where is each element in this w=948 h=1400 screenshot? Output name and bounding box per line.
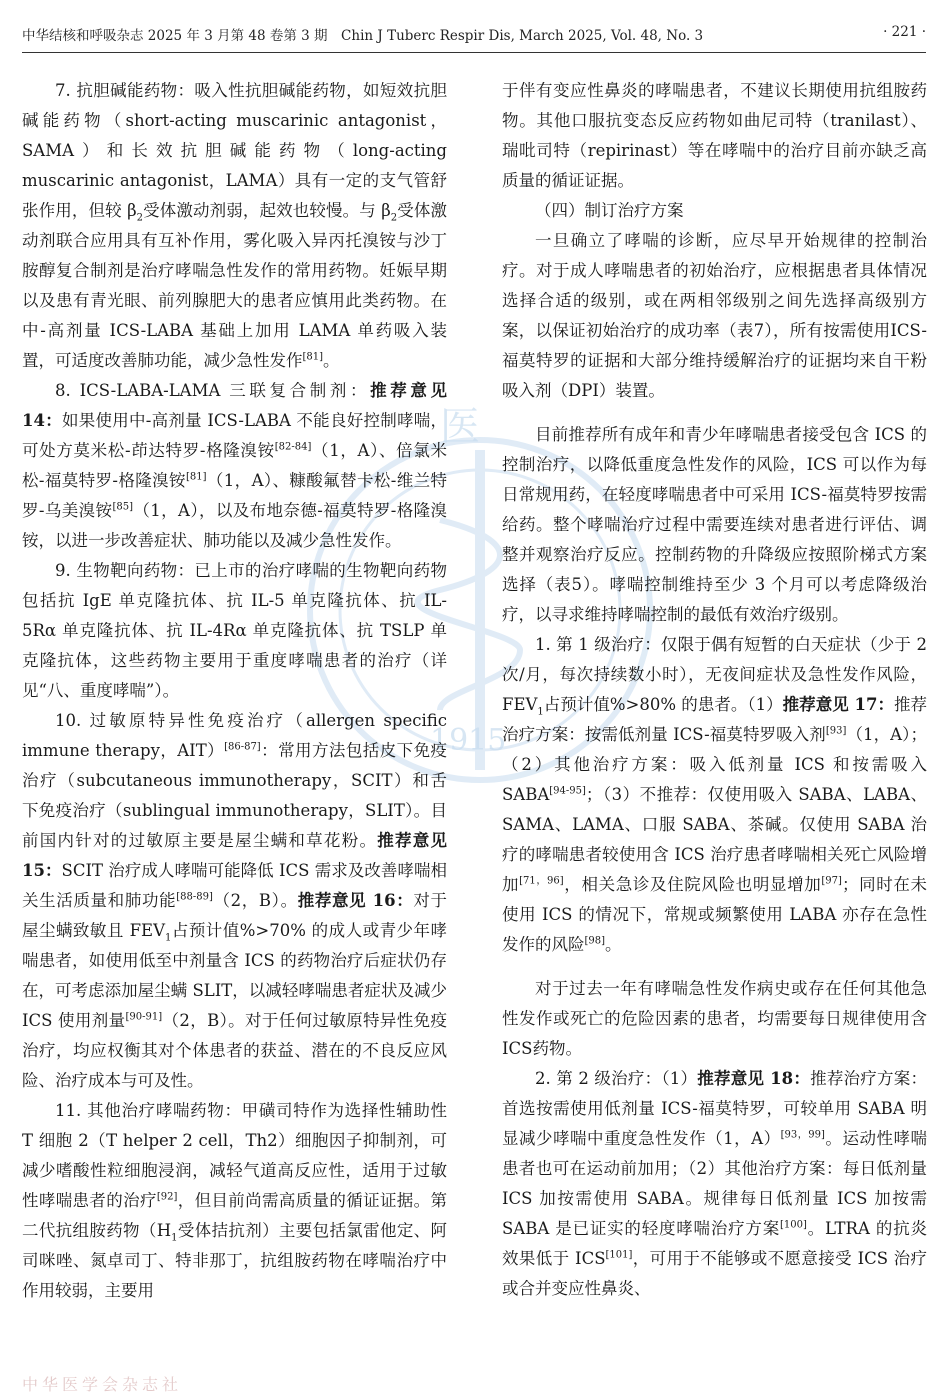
citation: [81]	[185, 471, 207, 483]
citation: [92]	[156, 1191, 178, 1203]
citation: [93，99]	[780, 1129, 825, 1141]
recommendation-label: 推荐意见 15：	[22, 831, 448, 880]
para-other-drugs: 11. 其他治疗哮喘药物：甲磺司特作为选择性辅助性 T 细胞 2（T helper 2 cell，Th2）细胞因子抑制剂，可减少嗜酸性粒细胞浸润，减轻气道高反应性，适用于过敏性哮喘患者的治疗[92]，但目前尚需高质量的循证证据。第二代抗组胺药物（$H_1$受体拮抗剂）主要包括氯雷他定、阿司咪唑、氮卓司丁、特非那丁，抗组胺药物在哮喘治疗中作用较弱，主要用	[22, 1101, 448, 1300]
citation: [90-91]	[125, 1011, 163, 1023]
recommendation-label: 推荐意见 17：	[782, 695, 894, 714]
citation: [100]	[779, 1219, 807, 1231]
citation: [85]	[112, 501, 133, 513]
recommendation-label: 推荐意见 16：	[297, 891, 414, 910]
section-heading: （四）制订治疗方案	[535, 201, 684, 220]
citation: [86-87]	[224, 741, 261, 753]
para-immunotherapy: 10. 过敏原特异性免疫治疗（allergen specific immune therapy，AIT）[86-87]：常用方法包括皮下免疫治疗（subcutaneous immunotherapy，SCIT）和舌下免疫治疗（sublingual immunotherapy，SLIT）。目前国内针对的过敏原主要是屋尘螨和草花粉。推荐意见 15：SCIT 治疗成人哮喘可能降低 ICS 需求及改善哮喘相关生活质量和肺功能[88-89]（2，B）。推荐意见 16：对于屋尘螨致敏且 $FEV_1$占预计值%>70% 的成人或青少年哮喘患者，如使用低至中剂量含 ICS 的药物治疗后症状仍存在，可考虑添加屋尘螨 SLIT，以减轻哮喘患者症状及减少 ICS 使用剂量[90-91]（2，B）。对于任何过敏原特异性免疫治疗，均应权衡其对个体患者的获益、潜在的不良反应风险、治疗成本与可及性。	[22, 711, 448, 1090]
para-risk-patients: 对于过去一年有哮喘急性发作病史或存在任何其他急性发作或死亡的危险因素的患者，均需要每日规律使用含ICS药物。	[502, 979, 927, 1058]
watermark-year: 1915	[430, 723, 507, 758]
para-treatment-plan: 一旦确立了哮喘的诊断，应尽早开始规律的控制治疗。对于成人哮喘患者的初始治疗，应根据患者具体情况选择合适的级别，或在两相邻级别之间先选择高级别方案，以保证初始治疗的成功率（表7），所有按需使用ICS-福莫特罗的证据和大部分维持缓解治疗的证据均来自干粉吸入剂（DPI）装置。	[502, 231, 927, 400]
watermark-char: 医	[440, 404, 480, 450]
citation: [81]	[302, 351, 324, 363]
citation: [97]	[821, 875, 842, 887]
citation: [82-84]	[274, 441, 312, 453]
para-anticholinergic: 7. 抗胆碱能药物：吸入性抗胆碱能药物，如短效抗胆碱能药物（short-acting muscarinic antagonist，SAMA）和长效抗胆碱能药物（long-acting muscarinic antagonist，LAMA）具有一定的支气管舒张作用，但较 $\beta_2$受体激动剂弱，起效也较慢。与 $\beta_2$受体激动剂联合应用具有互补作用，雾化吸入异丙托溴铵与沙丁胺醇复合制剂是治疗哮喘急性发作的常用药物。妊娠早期以及患有青光眼、前列腺肥大的患者应慎用此类药物。在中-高剂量 ICS-LABA 基础上加用 LAMA 单药吸入装置，可适度改善肺功能，减少急性发作[81]。	[22, 81, 447, 370]
journal-citation: 中华结核和呼吸杂志 2025 年 3 月第 48 卷第 3 期 Chin J Tuberc Respir Dis, March 2025, Vol. 48, No. 3	[22, 28, 704, 44]
para-step1: 1. 第 1 级治疗：仅限于偶有短暂的白天症状（少于 2 次/月，每次持续数小时），无夜间症状及急性发作风险，$FEV_1$占预计值%>80% 的患者。（1）推荐意见 17：推荐治疗方案：按需低剂量 ICS-福莫特罗吸入剂[93]（1，A）；（2）其他治疗方案：吸入低剂量 ICS 和按需吸入 SABA[94-95]；（3）不推荐：仅使用吸入 SABA、LABA、SAMA、LAMA、口服 SABA、茶碱。仅使用 SABA 治疗的哮喘患者较使用含 ICS 治疗患者哮喘相关死亡风险增加[71，96]，相关急诊及住院风险也明显增加[97]；同时在未使用 ICS 的情况下，常规或频繁使用 LABA 亦存在急性发作的风险[98]。	[502, 635, 927, 954]
recommendation-label: 推荐意见 18：	[697, 1069, 811, 1088]
recommendation-label: 推荐意见 14：	[22, 381, 448, 430]
publisher-watermark: 中华医学会杂志社	[22, 1375, 183, 1394]
citation: [94-95]	[549, 785, 586, 797]
citation: [93]	[825, 725, 847, 737]
citation: [71，96]	[519, 875, 564, 887]
citation: [88-89]	[176, 891, 213, 903]
page-number: · 221 ·	[883, 24, 926, 40]
para-biologics: 9. 生物靶向药物：已上市的治疗哮喘的生物靶向药物包括抗 IgE 单克隆抗体、抗 IL-5 单克隆抗体、抗 IL-5Rα 单克隆抗体、抗 IL-4Rα 单克隆抗体、抗 TSLP 单克隆抗体，这些药物主要用于重度哮喘患者的治疗（详见“八、重度哮喘”）。	[22, 561, 447, 700]
para-continued: 于伴有变应性鼻炎的哮喘患者，不建议长期使用抗组胺药物。其他口服抗变态反应药物如曲尼司特（tranilast）、瑞吡司特（repirinast）等在哮喘中的治疗目前亦缺乏高质量的循证证据。	[502, 81, 927, 190]
left-column	[22, 76, 447, 1306]
citation: [101]	[605, 1249, 633, 1261]
citation: [98]	[584, 935, 606, 947]
running-header	[22, 24, 926, 50]
para-triple-therapy: 8. ICS-LABA-LAMA 三联复合制剂：推荐意见 14：如果使用中-高剂量 ICS-LABA 不能良好控制哮喘，可处方莫米松-茚达特罗-格隆溴铵[82-84]（1，A）、倍氯米松-福莫特罗-格隆溴铵[81]（1，A）、糠酸氟替卡松-维兰特罗-乌美溴铵[85]（1，A），以及布地奈德-福莫特罗-格隆溴铵，以进一步改善症状、肺功能以及减少急性发作。	[22, 381, 448, 550]
header-rule	[22, 52, 926, 53]
para-ics-recommendation: 目前推荐所有成年和青少年哮喘患者接受包含 ICS 的控制治疗，以降低重度急性发作的风险，ICS 可以作为每日常规用药，在轻度哮喘患者中可采用 ICS-福莫特罗按需给药。整个哮喘治疗过程中需要连续对患者进行评估、调整并观察治疗反应。控制药物的升降级应按照阶梯式方案选择（表5）。哮喘控制维持至少 3 个月可以考虑降级治疗，以寻求维持哮喘控制的最低有效治疗级别。	[502, 425, 927, 624]
para-step2: 2. 第 2 级治疗：（1）推荐意见 18：推荐治疗方案：首选按需使用低剂量 ICS-福莫特罗，可较单用 SABA 明显减少哮喘中重度急性发作（1，A）[93，99]。运动性哮喘患者也可在运动前加用；（2）其他治疗方案：每日低剂量 ICS 加按需使用 SABA。规律每日低剂量 ICS 加按需 SABA 是已证实的轻度哮喘治疗方案[100]。LTRA 的抗炎效果低于 ICS[101]，可用于不能够或不愿意接受 ICS 治疗或合并变应性鼻炎、	[502, 1069, 927, 1298]
right-column	[502, 76, 927, 1304]
